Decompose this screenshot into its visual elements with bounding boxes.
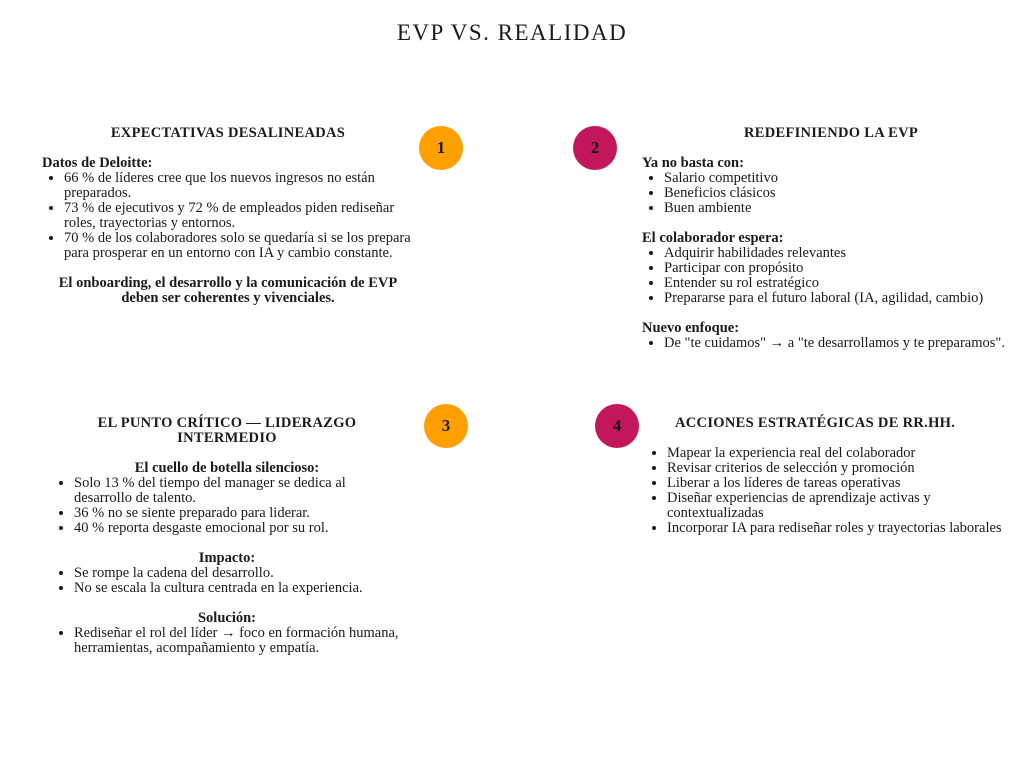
list-item: • Solo 13 % del tiempo del manager se dedica al desarrollo de talento. (74, 476, 402, 506)
section-1-number-badge: 1 (419, 126, 463, 170)
list-item: • Participar con propósito (664, 261, 1012, 276)
list-item: • 73 % de ejecutivos y 72 % de empleados piden rediseñar roles, trayectorias y entornos. (64, 201, 414, 231)
section-4-list (645, 446, 1005, 536)
section-4-heading: ACCIONES ESTRATÉGICAS DE RR.HH. (675, 415, 956, 431)
section-2-list-3 (642, 336, 1012, 351)
list-item: • Liberar a los líderes de tareas operativas (667, 476, 1005, 491)
section-2-subheading-3: Nuevo enfoque: (642, 320, 740, 336)
section-2-subheading-1: Ya no basta con: (642, 155, 744, 171)
section-2-list-2 (642, 246, 1012, 306)
section-3-list-3 (52, 626, 402, 656)
section-2 (642, 126, 1012, 351)
section-2-number-badge: 2 (573, 126, 617, 170)
list-item: • 36 % no se siente preparado para liderar. (74, 506, 402, 521)
list-item: • Rediseñar el rol del líder → foco en formación humana, herramientas, acompañamiento y empatía. (74, 626, 402, 656)
list-item: • Revisar criterios de selección y promoción (667, 461, 1005, 476)
list-item: • 70 % de los colaboradores solo se quedaría si se los prepara para prosperar en un entorno con IA y cambio constante. (64, 231, 414, 261)
list-item: • De "te cuidamos" → a "te desarrollamos y te preparamos". (664, 336, 1012, 351)
list-item: • No se escala la cultura centrada en la experiencia. (74, 581, 402, 596)
section-1 (42, 126, 414, 306)
section-1-heading: EXPECTATIVAS DESALINEADAS (110, 125, 346, 141)
section-2-heading: REDEFINIENDO LA EVP (743, 125, 919, 141)
section-3-subheading-1: El cuello de botella silencioso: (134, 460, 320, 476)
section-1-list (42, 171, 414, 261)
list-item: • Diseñar experiencias de aprendizaje activas y contextualizadas (667, 491, 1005, 521)
section-3-number-badge: 3 (424, 404, 468, 448)
section-1-conclusion: El onboarding, el desarrollo y la comunicación de EVP deben ser coherentes y vivenciales. (58, 275, 398, 306)
list-item: • Se rompe la cadena del desarrollo. (74, 566, 402, 581)
list-item: • Mapear la experiencia real del colaborador (667, 446, 1005, 461)
section-3 (52, 416, 402, 656)
list-item: • Prepararse para el futuro laboral (IA, agilidad, cambio) (664, 291, 1012, 306)
section-3-list-2 (52, 566, 402, 596)
page-title: EVP VS. REALIDAD (396, 20, 628, 45)
section-3-list-1 (52, 476, 402, 536)
list-item: • Salario competitivo (664, 171, 1012, 186)
section-3-subheading-2: Impacto: (198, 550, 256, 566)
list-item: • Beneficios clásicos (664, 186, 1012, 201)
list-item: • Buen ambiente (664, 201, 1012, 216)
section-2-list-1 (642, 171, 1012, 216)
list-item: • Adquirir habilidades relevantes (664, 246, 1012, 261)
section-3-subheading-3: Solución: (197, 610, 256, 626)
section-1-subheading: Datos de Deloitte: (42, 155, 153, 171)
list-item: • Incorporar IA para rediseñar roles y trayectorias laborales (667, 521, 1005, 536)
section-4 (645, 416, 1005, 536)
section-3-heading: EL PUNTO CRÍTICO — LIDERAZGO INTERMEDIO (97, 415, 357, 446)
section-2-subheading-2: El colaborador espera: (642, 230, 784, 246)
section-4-number-badge: 4 (595, 404, 639, 448)
list-item: • Entender su rol estratégico (664, 276, 1012, 291)
list-item: • 40 % reporta desgaste emocional por su rol. (74, 521, 402, 536)
list-item: • 66 % de líderes cree que los nuevos ingresos no están preparados. (64, 171, 414, 201)
